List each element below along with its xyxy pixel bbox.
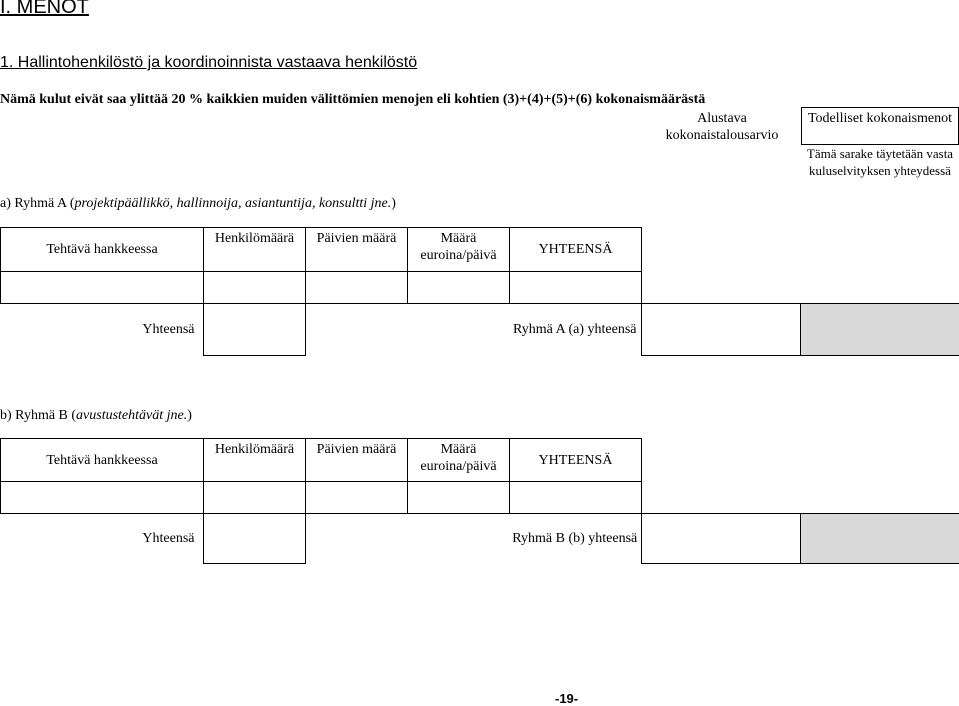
table-cell[interactable]	[1, 482, 204, 514]
column-header: Henkilömäärä	[204, 228, 306, 272]
page-number: -19-	[555, 691, 579, 706]
group-b-total-row	[0, 513, 959, 564]
group-a-label: a) Ryhmä A (projektipäällikkö, hallinnoija, asiantuntija, konsultti jne.)	[0, 196, 396, 211]
spacer	[305, 304, 509, 356]
column-header: YHTEENSÄ	[510, 228, 642, 272]
total-cell[interactable]	[203, 304, 305, 356]
actual-column-header: Todelliset kokonaismenot	[807, 111, 953, 126]
column-header: Päivien määrä	[306, 439, 408, 482]
budget-column-header: Alustava kokonaistalousarvio	[665, 111, 779, 143]
budget-subtotal-cell[interactable]	[641, 514, 800, 564]
group-b-table	[0, 438, 642, 514]
table-cell[interactable]	[408, 482, 510, 514]
subtotal-label: Ryhmä B (b) yhteensä	[512, 531, 638, 546]
column-header: Määrä euroina/päivä	[408, 439, 510, 482]
table-cell[interactable]	[1, 272, 204, 304]
actual-subtotal-cell[interactable]	[800, 514, 959, 564]
actual-column-note: Tämä sarake täytetään vasta kuluselvityksen yhteydessä	[806, 146, 954, 178]
column-header: Henkilömäärä	[204, 439, 306, 482]
table-cell[interactable]	[306, 482, 408, 514]
group-b-label: b) Ryhmä B (avustustehtävät jne.)	[0, 408, 192, 423]
group-a-total-row	[0, 303, 959, 356]
total-label: Yhteensä	[142, 531, 195, 546]
table-cell[interactable]	[306, 272, 408, 304]
table-cell[interactable]	[408, 272, 510, 304]
total-cell[interactable]	[203, 514, 305, 564]
column-header: Tehtävä hankkeessa	[1, 228, 204, 272]
budget-subtotal-cell[interactable]	[641, 304, 800, 356]
column-header: Tehtävä hankkeessa	[1, 439, 204, 482]
table-cell[interactable]	[204, 482, 306, 514]
page-heading: I. MENOT	[0, 0, 89, 18]
actual-subtotal-cell[interactable]	[800, 304, 959, 356]
table-cell[interactable]	[510, 482, 642, 514]
spacer	[305, 514, 509, 564]
column-header: YHTEENSÄ	[510, 439, 642, 482]
table-cell[interactable]	[204, 272, 306, 304]
subtotal-label: Ryhmä A (a) yhteensä	[513, 322, 637, 337]
total-label: Yhteensä	[142, 322, 195, 337]
group-a-table	[0, 227, 642, 304]
limit-note: Nämä kulut eivät saa ylittää 20 % kaikkien muiden välittömien menojen eli kohtien (3)+(4)+(5)+(6) kokonaismäärästä	[0, 92, 706, 107]
column-header: Määrä euroina/päivä	[408, 228, 510, 272]
section-title: 1. Hallintohenkilöstö ja koordinoinnista vastaava henkilöstö	[0, 54, 418, 71]
column-header: Päivien määrä	[306, 228, 408, 272]
table-cell[interactable]	[510, 272, 642, 304]
